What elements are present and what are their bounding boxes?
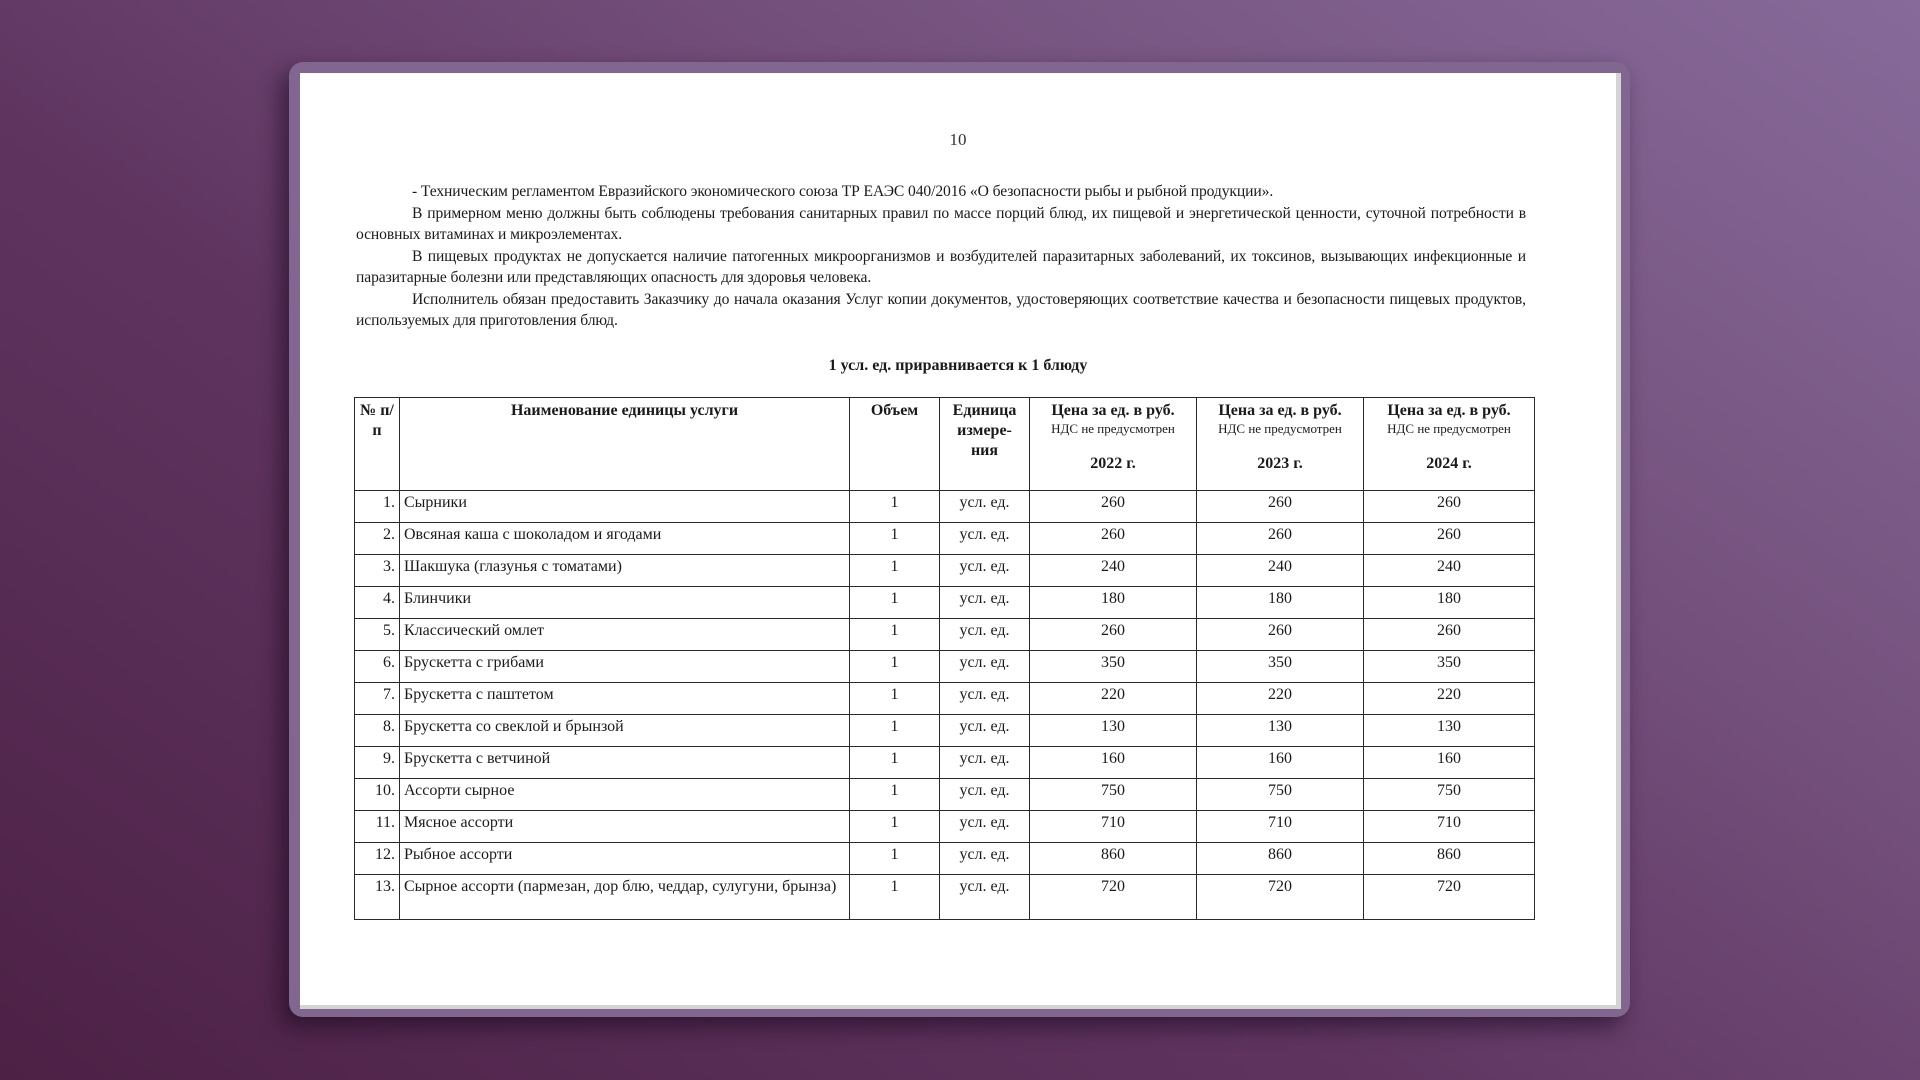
- row-price-2023: 220: [1197, 683, 1364, 715]
- row-price-2024: 130: [1364, 715, 1535, 747]
- row-volume: 1: [850, 651, 940, 683]
- header-name: Наименование единицы услуги: [400, 398, 850, 491]
- row-name: Сырники: [400, 491, 850, 523]
- table-row: [355, 491, 1535, 523]
- row-price-2024: 350: [1364, 651, 1535, 683]
- row-name: Сырное ассорти (пармезан, дор блю, чеддар, сулугуни, брынза): [400, 875, 850, 920]
- row-unit: усл. ед.: [940, 587, 1030, 619]
- row-price-2023: 180: [1197, 587, 1364, 619]
- row-num: 4.: [355, 587, 400, 619]
- row-price-2023: 860: [1197, 843, 1364, 875]
- row-price-2024: 750: [1364, 779, 1535, 811]
- row-name: Овсяная каша с шоколадом и ягодами: [400, 523, 850, 555]
- row-volume: 1: [850, 843, 940, 875]
- row-volume: 1: [850, 523, 940, 555]
- row-name: Брускетта с ветчиной: [400, 747, 850, 779]
- price-label: Цена за ед. в руб.: [1387, 402, 1511, 419]
- row-price-2023: 260: [1197, 619, 1364, 651]
- table-row: [355, 619, 1535, 651]
- table-row: [355, 811, 1535, 843]
- table-row: [355, 683, 1535, 715]
- row-num: 6.: [355, 651, 400, 683]
- table-row: [355, 779, 1535, 811]
- row-name: Ассорти сырное: [400, 779, 850, 811]
- header-unit: Единица измере-ния: [940, 398, 1030, 491]
- row-num: 3.: [355, 555, 400, 587]
- row-name: Рыбное ассорти: [400, 843, 850, 875]
- row-price-2022: 260: [1030, 523, 1197, 555]
- row-price-2022: 220: [1030, 683, 1197, 715]
- row-price-2024: 710: [1364, 811, 1535, 843]
- row-price-2023: 160: [1197, 747, 1364, 779]
- row-volume: 1: [850, 779, 940, 811]
- row-unit: усл. ед.: [940, 523, 1030, 555]
- row-price-2024: 720: [1364, 875, 1535, 920]
- row-num: 1.: [355, 491, 400, 523]
- row-unit: усл. ед.: [940, 747, 1030, 779]
- row-volume: 1: [850, 715, 940, 747]
- row-price-2024: 220: [1364, 683, 1535, 715]
- row-unit: усл. ед.: [940, 715, 1030, 747]
- row-price-2022: 240: [1030, 555, 1197, 587]
- row-num: 7.: [355, 683, 400, 715]
- row-price-2022: 860: [1030, 843, 1197, 875]
- table-caption: 1 усл. ед. приравнивается к 1 блюду: [828, 357, 1088, 374]
- row-volume: 1: [850, 587, 940, 619]
- table-row: [355, 843, 1535, 875]
- row-price-2022: 180: [1030, 587, 1197, 619]
- row-name: Классический омлет: [400, 619, 850, 651]
- header-price-2024: [1364, 398, 1535, 491]
- row-price-2023: 260: [1197, 523, 1364, 555]
- services-price-table: [354, 397, 1535, 920]
- row-volume: 1: [850, 811, 940, 843]
- vat-note: НДС не предусмотрен: [1051, 421, 1175, 436]
- body-text: [356, 181, 1526, 332]
- row-price-2023: 130: [1197, 715, 1364, 747]
- row-volume: 1: [850, 619, 940, 651]
- row-volume: 1: [850, 491, 940, 523]
- price-label: Цена за ед. в руб.: [1218, 402, 1342, 419]
- header-num: № п/п: [355, 398, 400, 491]
- row-price-2024: 160: [1364, 747, 1535, 779]
- row-price-2023: 710: [1197, 811, 1364, 843]
- row-unit: усл. ед.: [940, 555, 1030, 587]
- table-row: [355, 587, 1535, 619]
- table-row: [355, 523, 1535, 555]
- row-unit: усл. ед.: [940, 843, 1030, 875]
- row-num: 5.: [355, 619, 400, 651]
- paragraph-regulation: - Техническим регламентом Евразийского экономического союза ТР ЕАЭС 040/2016 «О безопасности рыбы и рыбной продукции».: [412, 183, 1274, 200]
- row-price-2023: 720: [1197, 875, 1364, 920]
- row-num: 13.: [355, 875, 400, 920]
- row-price-2024: 240: [1364, 555, 1535, 587]
- page-number: 10: [949, 130, 967, 149]
- header-price-2023: [1197, 398, 1364, 491]
- row-price-2023: 260: [1197, 491, 1364, 523]
- header-price-2022: [1030, 398, 1197, 491]
- row-price-2024: 260: [1364, 491, 1535, 523]
- row-num: 10.: [355, 779, 400, 811]
- row-price-2024: 180: [1364, 587, 1535, 619]
- paragraph-menu-requirements: В примерном меню должны быть соблюдены требования санитарных правил по массе порций блюд, их пищевой и энергетической ценности, суточной потребности в основных витаминах и микроэлементах.: [356, 204, 1526, 243]
- row-price-2024: 260: [1364, 619, 1535, 651]
- row-price-2022: 750: [1030, 779, 1197, 811]
- row-volume: 1: [850, 875, 940, 920]
- paragraph-documents: Исполнитель обязан предоставить Заказчику до начала оказания Услуг копии документов, удостоверяющих соответствие качества и безопасности пищевых продуктов, используемых для приготовления блюд.: [356, 290, 1526, 329]
- row-price-2023: 350: [1197, 651, 1364, 683]
- header-volume: Объем: [850, 398, 940, 491]
- row-unit: усл. ед.: [940, 619, 1030, 651]
- row-price-2024: 860: [1364, 843, 1535, 875]
- row-volume: 1: [850, 683, 940, 715]
- row-unit: усл. ед.: [940, 491, 1030, 523]
- row-unit: усл. ед.: [940, 779, 1030, 811]
- table-row: [355, 555, 1535, 587]
- row-price-2022: 710: [1030, 811, 1197, 843]
- price-label: Цена за ед. в руб.: [1051, 402, 1175, 419]
- table-row: [355, 875, 1535, 920]
- row-unit: усл. ед.: [940, 651, 1030, 683]
- row-num: 11.: [355, 811, 400, 843]
- year-label: 2023 г.: [1257, 455, 1303, 472]
- document-page: [300, 73, 1621, 1009]
- table-row: [355, 747, 1535, 779]
- vat-note: НДС не предусмотрен: [1218, 421, 1342, 436]
- row-name: Блинчики: [400, 587, 850, 619]
- row-num: 12.: [355, 843, 400, 875]
- row-price-2022: 720: [1030, 875, 1197, 920]
- row-price-2022: 260: [1030, 619, 1197, 651]
- table-row: [355, 651, 1535, 683]
- row-unit: усл. ед.: [940, 811, 1030, 843]
- row-num: 2.: [355, 523, 400, 555]
- row-unit: усл. ед.: [940, 875, 1030, 920]
- row-price-2022: 260: [1030, 491, 1197, 523]
- row-volume: 1: [850, 747, 940, 779]
- row-price-2022: 350: [1030, 651, 1197, 683]
- row-name: Брускетта с грибами: [400, 651, 850, 683]
- row-price-2023: 240: [1197, 555, 1364, 587]
- row-unit: усл. ед.: [940, 683, 1030, 715]
- row-num: 8.: [355, 715, 400, 747]
- year-label: 2022 г.: [1090, 455, 1136, 472]
- year-label: 2024 г.: [1426, 455, 1472, 472]
- table-header-row: [355, 398, 1535, 491]
- row-name: Брускетта со свеклой и брынзой: [400, 715, 850, 747]
- row-name: Брускетта с паштетом: [400, 683, 850, 715]
- row-volume: 1: [850, 555, 940, 587]
- paragraph-pathogens: В пищевых продуктах не допускается наличие патогенных микроорганизмов и возбудителей паразитарных заболеваний, их токсинов, вызывающих инфекционные и паразитарные болезни или представляющих опасность для здоровья человека.: [356, 247, 1526, 286]
- table-row: [355, 715, 1535, 747]
- row-num: 9.: [355, 747, 400, 779]
- row-price-2023: 750: [1197, 779, 1364, 811]
- row-price-2022: 160: [1030, 747, 1197, 779]
- vat-note: НДС не предусмотрен: [1387, 421, 1511, 436]
- row-name: Шакшука (глазунья с томатами): [400, 555, 850, 587]
- row-name: Мясное ассорти: [400, 811, 850, 843]
- row-price-2022: 130: [1030, 715, 1197, 747]
- row-price-2024: 260: [1364, 523, 1535, 555]
